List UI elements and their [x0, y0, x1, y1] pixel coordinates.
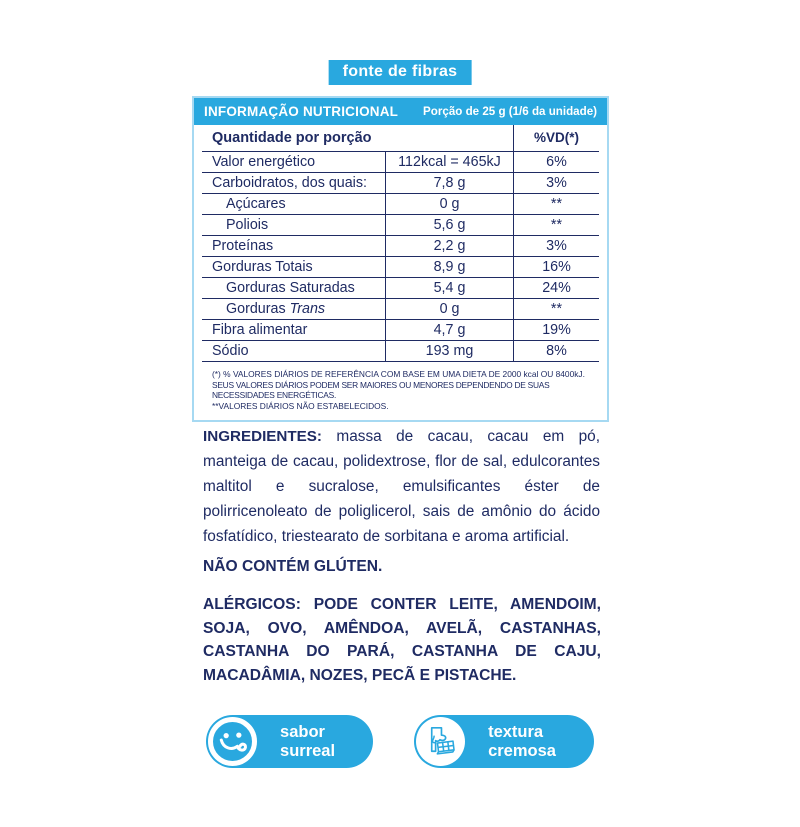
table-row	[202, 257, 599, 278]
daily-value-header: %VD(*)	[513, 125, 599, 151]
nutrient-dv: 3%	[513, 236, 599, 256]
table-row	[202, 341, 599, 362]
badge-label-line2: cremosa	[488, 741, 556, 760]
footnote-line: SEUS VALORES DIÁRIOS PODEM SER MAIORES OU MENORES DEPENDENDO DE SUAS NECESSIDADES ENERGÉTICAS.	[212, 379, 550, 401]
table-row	[202, 299, 599, 320]
nutrient-label: Poliois	[226, 216, 269, 233]
nutrient-dv: **	[513, 299, 599, 319]
badge-label-line1: textura	[488, 722, 544, 741]
table-row	[202, 320, 599, 341]
sabor-surreal-badge	[206, 715, 373, 768]
footnotes	[206, 369, 589, 411]
nutrient-value: 8,9 g	[385, 257, 513, 277]
nutrition-rows	[202, 152, 599, 362]
nutrient-dv: 6%	[513, 152, 599, 172]
footnote-line: **VALORES DIÁRIOS NÃO ESTABELECIDOS.	[212, 400, 389, 411]
smiley-tongue-icon	[208, 717, 257, 766]
nutrient-label: Fibra alimentar	[212, 321, 308, 338]
nutrient-value: 5,4 g	[385, 278, 513, 298]
nutrient-label: Gorduras Saturadas	[226, 279, 355, 296]
table-row	[202, 194, 599, 215]
textura-cremosa-badge	[414, 715, 594, 768]
nutrient-value: 0 g	[385, 194, 513, 214]
nutrient-value: 4,7 g	[385, 320, 513, 340]
nutrient-value: 5,6 g	[385, 215, 513, 235]
nutrient-dv: 24%	[513, 278, 599, 298]
nutrient-dv: 3%	[513, 173, 599, 193]
table-row	[202, 278, 599, 299]
fiber-source-badge	[329, 60, 472, 85]
allergens-paragraph: ALÉRGICOS: PODE CONTER LEITE, AMENDOIM, SOJA, OVO, AMÊNDOA, AVELÃ, CASTANHAS, CASTANHA DO PARÁ, CASTANHA DE CAJU, MACADÂMIA, NOZES, PECÃ E PISTACHE.	[203, 596, 601, 684]
nutrient-dv: **	[513, 215, 599, 235]
nutrition-table-body	[202, 125, 599, 411]
nutrient-dv: 8%	[513, 341, 599, 361]
nutrient-value: 7,8 g	[385, 173, 513, 193]
nutrition-table	[192, 96, 609, 422]
nutrient-value: 0 g	[385, 299, 513, 319]
badge-label	[280, 723, 335, 761]
badge-label	[488, 723, 556, 761]
ingredients-paragraph	[203, 424, 600, 549]
nutrient-label: Carboidratos, dos quais:	[212, 174, 367, 191]
melting-chocolate-icon	[416, 717, 465, 766]
nutrient-dv: 19%	[513, 320, 599, 340]
nutrient-label: Açúcares	[226, 195, 286, 212]
table-row	[202, 152, 599, 173]
nutrient-label: Valor energético	[212, 153, 316, 170]
nutrient-label: Sódio	[212, 342, 249, 359]
nutrient-label: Gorduras Trans	[226, 300, 326, 317]
badge-label-line1: sabor	[280, 722, 325, 741]
feature-badges	[0, 715, 800, 768]
nutrient-label: Proteínas	[212, 237, 274, 254]
footnote-line: (*) % VALORES DIÁRIOS DE REFERÊNCIA COM BASE EM UMA DIETA DE 2000 kcal OU 8400kJ.	[212, 369, 585, 379]
table-row	[202, 215, 599, 236]
nutrient-dv: 16%	[513, 257, 599, 277]
ingredients-label: INGREDIENTES:	[203, 428, 322, 445]
nutrient-value: 2,2 g	[385, 236, 513, 256]
quantity-per-portion-header: Quantidade por porção	[212, 130, 372, 146]
badge-label-line2: surreal	[280, 741, 336, 760]
nutrient-value: 112kcal = 465kJ	[385, 152, 513, 172]
table-column-header-row	[202, 125, 599, 152]
nutrition-table-header	[194, 98, 607, 125]
ingredients-text: massa de cacau, cacau em pó, manteiga de cacau, polidextrose, flor de sal, edulcorantes maltitol e sucralose, emulsificantes éster de polirricenoleato de poliglicerol, sais de amônio do ácido fosfatídico, triestearato de sorbitana e aroma artificial.	[203, 428, 600, 545]
nutrition-title: INFORMAÇÃO NUTRICIONAL	[204, 104, 399, 119]
table-row	[202, 173, 599, 194]
table-row	[202, 236, 599, 257]
nutrient-label: Gorduras Totais	[212, 258, 313, 275]
gluten-free-statement: NÃO CONTÉM GLÚTEN.	[203, 558, 383, 575]
nutrient-value: 193 mg	[385, 341, 513, 361]
fiber-source-label: fonte de fibras	[342, 63, 458, 80]
nutrient-dv: **	[513, 194, 599, 214]
portion-info: Porção de 25 g (1/6 da unidade)	[423, 105, 597, 118]
